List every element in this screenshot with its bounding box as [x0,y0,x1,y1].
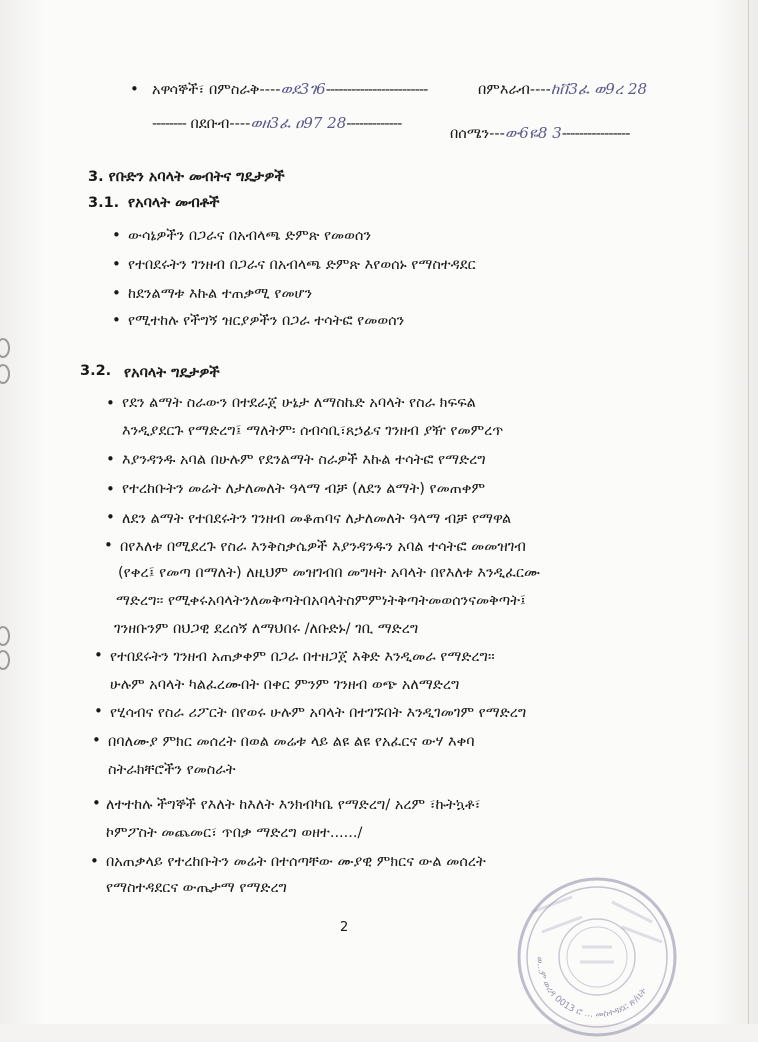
bullet: • [112,311,121,329]
page-number: 2 [340,920,349,935]
south-fill-line: ------------- [346,116,402,132]
bullet: • [106,394,115,412]
north-label: በሰሜን--- [450,126,505,142]
punch-hole [0,650,10,670]
section-3-1-title: የአባላት መብቶች [128,195,220,211]
duties-line: የተረከቡትን መሬት ለታለመለት ዓላማ ብቻ (ለደን ልማት) የመጠቀም [122,481,486,497]
bullet: • [106,508,115,526]
bullet: • [92,731,101,749]
west-label: በምእራብ---- [478,82,551,98]
rights-item: የሚተከሉ የችግኝ ዝርያዎችን በጋራ ተሳትፎ የመወሰን [128,313,405,329]
north-value: ው6ዬ8 3 [504,124,562,142]
duties-line: የማስተዳደርና ውጤታማ የማድረግ [106,880,287,896]
duties-line: በአጠቃላይ የተረከቡትን መሬት በተሰጣቸው ሙያዊ ምክርና ውል መሰረት [106,854,486,870]
duties-line: የተበደሩትን ገንዘብ አጠቃቀም በጋራ በተዘጋጀ እቅድ እንዲመራ የማድረግ፡፡ [110,649,495,665]
section-3-title: 3. የቡድን አባላት መብትና ግዴታዎች [88,169,285,185]
east-fill-line: ------------------------ [325,82,428,98]
rights-item: ውሳኔዎችን በጋራና በአብላጫ ድምጽ የመወሰን [128,228,372,244]
neighbors-row [152,82,427,98]
bullet: • [106,450,115,468]
bullet: • [112,226,121,244]
south-lead-line: -------- [152,116,186,132]
rights-item: የተበደሩትን ገንዘብ በጋራና በአብላጫ ድምጽ እየወሰኑ የማስተዳደር [128,257,476,273]
west-row [478,82,647,98]
south-label: በደቡብ---- [190,116,251,132]
duties-line: የሂሳብና የስራ ሪፖርት በየወሩ ሁሉም አባላት በተገኙበት እንዲገመገም የማድረግ [110,705,527,721]
bullet: • [106,480,115,498]
south-north-row [152,116,401,132]
duties-line: ለተተከሉ ችግኞች የእለት ከእለት እንክብካቤ የማድረግ/ አረም ፣ኩትኳቶ፣ [106,797,481,813]
bullet: • [104,536,113,554]
east-value: ወደ3ገ6 [280,80,326,98]
duties-line: በባለሙያ ምክር መሰረት በወል መሬቱ ላይ ልዩ ልዩ የአፈርና ውሃ እቀባ [108,734,475,750]
duties-line: (የቀረ፤ የመጣ በማለት) ለዚህም መዝገብበ መግዛት አባላት በየእለቱ እንዲፈርሙ [118,565,541,581]
bullet: • [112,255,121,273]
south-value: ወዘ3ፈ ዐ97 28 [250,114,347,132]
duties-line: በየእለቱ በሚደረጉ የስራ እንቅስቃሴዎች እያንዳንዱን አባል ተሳትፎ መመዝገብ [120,539,526,555]
section-3-2-number: 3.2. [80,363,112,379]
neighbors-label: አዋሳኞች፣ [152,82,205,98]
section-3-1-number: 3.1. [88,195,120,211]
official-stamp [512,872,682,1042]
east-label: በምስራቅ---- [208,82,281,98]
north-row [450,126,630,142]
duties-line: ኮምፖስት መጨመር፣ ጥበቃ ማድረግ ወዘተ....../ [106,825,363,841]
duties-line: እያንዳንዱ አባል በሁሉም የደንልማት ስራዎች እኩል ተሳትፎ የማድረግ [122,452,486,468]
west-value: ከቨ3ፈ ወ9ረ 28 [550,80,648,98]
duties-line: እንዲያደርጉ የማድረግ፤ ማለትም፡ ሰብሳቢ፣ጸኃፊና ገንዘብ ያዥ የመምረጥ [122,423,504,439]
bullet: • [90,852,99,870]
duties-line: ስትራክቸሮችን የመስራት [108,762,236,778]
bullet: • [112,284,121,302]
bullet: • [94,646,103,664]
bullet: • [94,702,103,720]
punch-hole [0,338,10,358]
duties-line: የደን ልማት ስራውን በተደራጀ ሁኔታ ለማስኬድ አባላት የስራ ክፍፍል [122,395,476,411]
bullet: • [92,794,101,812]
punch-hole [0,626,10,646]
rights-item: ከደንልማቱ እኩል ተጠቃሚ የመሆን [128,286,313,302]
north-fill-line: ---------------- [561,126,630,142]
section-3-2-title: የአባላት ግዴታዎች [124,365,220,381]
duties-line: ማድረግ፡፡ የሚቀሩአባላትንለመቅጣትበአባላትስምምነትቅጣትመወሰንናመቅጣት፤ [116,593,526,609]
duties-line: ለደን ልማት የተበደሩትን ገንዘብ መቆጠባና ለታለመለት ዓላማ ብቻ የማዋል [122,511,512,527]
punch-hole [0,364,10,384]
stamp-text: ወ...ም ወረዳ 0013 ሮ ... መስተዳደር ጽ/ቤት [533,956,650,1021]
duties-line: ገንዘቡንም በህጋዊ ደረሰኝ ለማህበሩ /ለቡድኑ/ ገቢ ማድረግ [114,621,419,637]
page-edge [748,0,749,1024]
duties-line: ሁሉም አባላት ካልፈረሙበት በቀር ምንም ገንዘብ ወጭ አለማድረግ [110,677,460,693]
bullet: • [130,80,139,98]
